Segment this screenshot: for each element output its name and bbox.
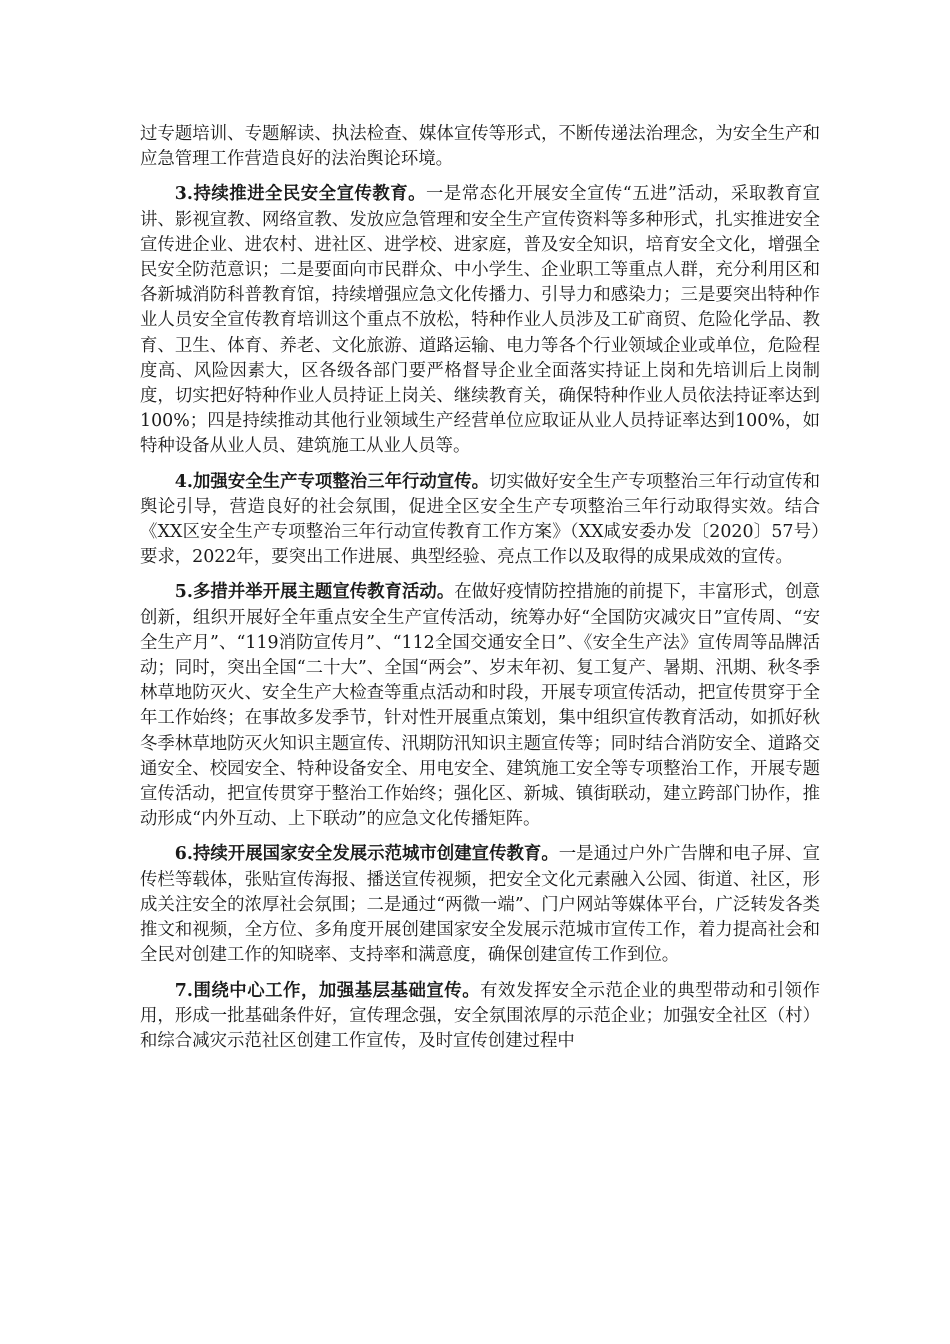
paragraph-body: 有效发挥安全示范企业的典型带动和引领作用，形成一批基础条件好，宣传理念强，安全氛围浓厚的示范企业；加强安全社区（村）和综合减灾示范社区创建工作宣传，及时宣传创建过程中 <box>140 980 820 1051</box>
paragraph-3 <box>140 182 820 459</box>
paragraph-5 <box>140 580 820 832</box>
paragraph-7 <box>140 979 820 1055</box>
paragraph-heading: 3.持续推进全民安全宣传教育。 <box>174 184 427 205</box>
paragraph-body: 切实做好安全生产专项整治三年行动宣传和舆论引导，营造良好的社会氛围，促进全区安全生产专项整治三年行动取得实效。结合《XX区安全生产专项整治三年行动宣传教育工作方案》（XX咸安委办发〔2020〕57号）要求，2022年，要突出工作进展、典型经验、亮点工作以及取得的成果成效的宣传。 <box>140 471 820 568</box>
paragraph-continuation <box>140 122 820 172</box>
paragraph-6 <box>140 842 820 968</box>
paragraph-heading: 6.持续开展国家安全发展示范城市创建宣传教育。 <box>174 844 559 865</box>
paragraph-body: 在做好疫情防控措施的前提下，丰富形式，创意创新，组织开展好全年重点安全生产宣传活动，统筹办好“全国防灾减灾日”宣传周、“安全生产月”、“119消防宣传月”、“112全国交通安全日”、《安全生产法》宣传周等品牌活动；同时，突出全国“二十大”、全国“两会”、岁末年初、复工复产、暑期、汛期、秋冬季林草地防灭火、安全生产大检查等重点活动和时段，开展专项宣传活动，把宣传贯穿于全年工作始终；在事故多发季节，针对性开展重点策划，集中组织宣传教育活动，如抓好秋冬季林草地防灭火知识主题宣传、汛期防汛知识主题宣传等；同时结合消防安全、道路交通安全、校园安全、特种设备安全、用电安全、建筑施工安全等专项整治工作，开展专题宣传活动，把宣传贯穿于整治工作始终；强化区、新城、镇街联动，建立跨部门协作，推动形成“内外互动、上下联动”的应急文化传播矩阵。 <box>140 582 820 830</box>
paragraph-heading: 4.加强安全生产专项整治三年行动宣传。 <box>174 471 490 492</box>
paragraph-body: 一是常态化开展安全宣传“五进”活动，采取教育宣讲、影视宣教、网络宣教、发放应急管理和安全生产宣传资料等多种形式，扎实推进安全宣传进企业、进农村、进社区、进学校、进家庭，普及安全知识，培育安全文化，增强全民安全防范意识；二是要面向市民群众、中小学生、企业职工等重点人群，充分利用区和各新城消防科普教育馆，持续增强应急文化传播力、引导力和感染力；三是要突出特种作业人员安全宣传教育培训这个重点不放松，特种作业人员涉及工矿商贸、危险化学品、教育、卫生、体育、养老、文化旅游、道路运输、电力等各个行业领域企业或单位，危险程度高、风险因素大，区各级各部门要严格督导企业全面落实持证上岗和先培训后上岗制度，切实把好特种作业人员持证上岗关、继续教育关，确保特种作业人员依法持证率达到100%；四是持续推动其他行业领域生产经营单位应取证从业人员持证率达到100%，如特种设备从业人员、建筑施工从业人员等。 <box>140 184 820 457</box>
paragraph-body: 过专题培训、专题解读、执法检查、媒体宣传等形式，不断传递法治理念，为安全生产和应急管理工作营造良好的法治舆论环境。 <box>140 124 820 170</box>
paragraph-4 <box>140 470 820 571</box>
document-page <box>140 122 820 1064</box>
paragraph-heading: 5.多措并举开展主题宣传教育活动。 <box>174 582 455 603</box>
paragraph-body: 一是通过户外广告牌和电子屏、宣传栏等载体，张贴宣传海报、播送宣传视频，把安全文化元素融入公园、街道、社区，形成关注安全的浓厚社会氛围；二是通过“两微一端”、门户网站等媒体平台，广泛转发各类推文和视频，全方位、多角度开展创建国家安全发展示范城市宣传工作，着力提高社会和全民对创建工作的知晓率、支持率和满意度，确保创建宣传工作到位。 <box>140 844 820 966</box>
paragraph-heading: 7.围绕中心工作，加强基层基础宣传。 <box>174 980 481 1001</box>
